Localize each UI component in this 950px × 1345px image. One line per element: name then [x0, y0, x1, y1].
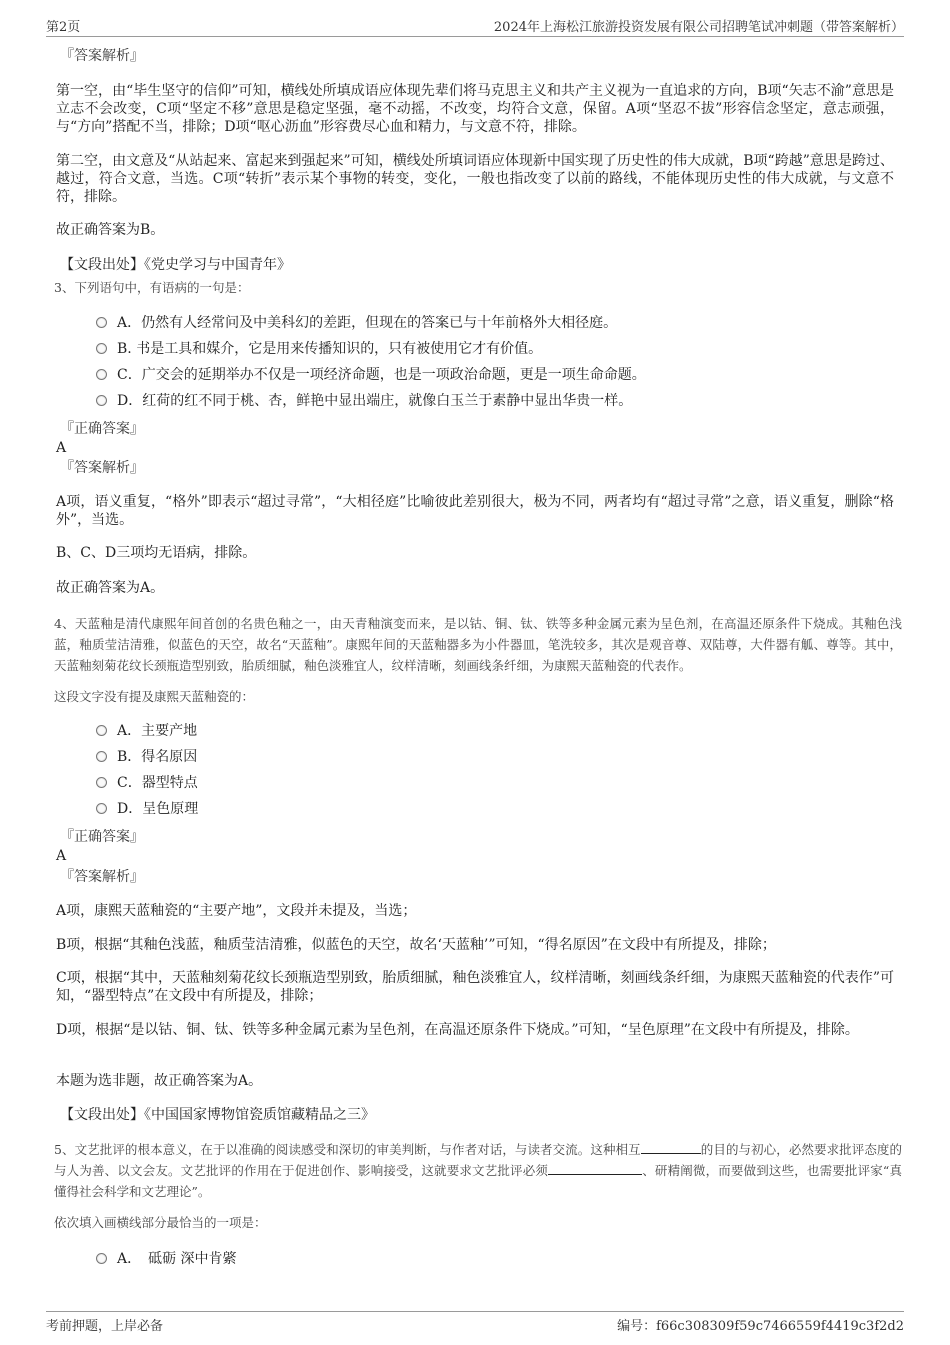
radio-icon[interactable] [96, 369, 107, 380]
fill-blank-1[interactable] [641, 1141, 701, 1154]
fill-blank-2[interactable] [548, 1162, 642, 1175]
q4-option-c[interactable]: C．器型特点 [96, 774, 198, 792]
q3-analysis-para1: A项，语义重复，“格外”即表示“超过寻常”，“大相径庭”比喻彼此差别很大，极为不同，两者均有“超过寻常”之意，语义重复，删除“格外”，当选。 [56, 494, 894, 528]
q5-question: 依次填入画横线部分最恰当的一项是： [54, 1215, 267, 1230]
q3-answer: A [56, 440, 67, 456]
page-number: 第2页 [46, 20, 81, 35]
q4-source: 【文段出处】《中国国家博物馆瓷质馆藏精品之三》 [60, 1107, 375, 1123]
q4-option-a[interactable]: A．主要产地 [96, 722, 197, 740]
radio-icon[interactable] [96, 1253, 107, 1264]
q3-stem: 3、下列语句中，有语病的一句是： [54, 280, 250, 295]
q3-analysis-para2: B、C、D三项均无语病，排除。 [56, 545, 257, 561]
radio-icon[interactable] [96, 751, 107, 762]
radio-icon[interactable] [96, 317, 107, 328]
q4-stem: 4、天蓝釉是清代康熙年间首创的名贵色釉之一，由天青釉演变而来，是以钴、铜、钛、铁等多种金属元素为呈色剂，在高温还原条件下烧成。其釉色浅蓝，釉质莹洁清雅，似蓝色的天空，故名“天蓝釉”。康熙年间的天蓝釉器多为小件器皿，笔洗较多，其次是观音尊、双陆尊，大件器有觚、尊等。其中，天蓝釉刻菊花纹长颈瓶造型别致，胎质细腻，釉色淡雅宜人，纹样清晰，刻画线条纤细，为康熙天蓝釉瓷的代表作。 [54, 616, 902, 673]
q3-option-d[interactable]: D．红荷的红不同于桃、杏，鲜艳中显出端庄，就像白玉兰于素静中显出华贵一样。 [96, 392, 632, 410]
radio-icon[interactable] [96, 395, 107, 406]
q2-analysis-para2: 第二空，由文意及“从站起来、富起来到强起来”可知，横线处所填词语应体现新中国实现了历史性的伟大成就，B项“跨越”意思是跨过、越过，符合文意，当选。C项“转折”表示某个事物的转变，变化，一般也指改变了以前的路线，不能体现历史性的伟大成就，与文意不符，排除。 [56, 153, 894, 205]
q4-analysis-b: B项，根据“其釉色浅蓝，釉质莹洁清雅，似蓝色的天空，故名‘天蓝釉’”可知，“得名原因”在文段中有所提及，排除； [56, 937, 776, 953]
radio-icon[interactable] [96, 343, 107, 354]
q4-answer: A [56, 848, 67, 864]
q5-option-a[interactable]: A． 砥砺 深中肯綮 [96, 1250, 237, 1268]
q4-option-b[interactable]: B．得名原因 [96, 748, 197, 766]
page-header [46, 14, 904, 37]
q2-conclusion: 故正确答案为B。 [56, 222, 165, 238]
q4-option-d[interactable]: D．呈色原理 [96, 800, 198, 818]
q2-source: 【文段出处】《党史学习与中国青年》 [60, 257, 291, 273]
radio-icon[interactable] [96, 725, 107, 736]
page-footer [46, 1311, 904, 1334]
q4-answer-label: 『正确答案』 [60, 829, 144, 845]
q3-option-b[interactable]: B. 书是工具和媒介，它是用来传播知识的，只有被使用它才有价值。 [96, 340, 542, 358]
q4-analysis-c: C项，根据“其中，天蓝釉刻菊花纹长颈瓶造型别致，胎质细腻，釉色淡雅宜人，纹样清晰，刻画线条纤细，为康熙天蓝釉瓷的代表作”可知，“器型特点”在文段中有所提及，排除； [56, 970, 894, 1004]
q3-answer-label: 『正确答案』 [60, 421, 144, 437]
q3-option-a[interactable]: A．仍然有人经常问及中美科幻的差距，但现在的答案已与十年前格外大相径庭。 [96, 314, 617, 332]
q4-question: 这段文字没有提及康熙天蓝釉瓷的： [54, 689, 255, 704]
document-title: 2024年上海松江旅游投资发展有限公司招聘笔试冲刺题（带答案解析） [493, 20, 904, 35]
radio-icon[interactable] [96, 803, 107, 814]
q2-analysis-para1: 第一空，由“毕生坚守的信仰”可知，横线处所填成语应体现先辈们将马克思主义和共产主义视为一直追求的方向，B项“矢志不渝”意思是立志不会改变，C项“坚定不移”意思是稳定坚强，毫不动摇，不改变，均符合文意，保留。A项“坚忍不拔”形容信念坚定，意志顽强，与“方向”搭配不当，排除；D项“呕心沥血”形容费尽心血和精力，与文意不符，排除。 [56, 83, 894, 135]
q4-conclusion: 本题为选非题，故正确答案为A。 [56, 1073, 263, 1089]
radio-icon[interactable] [96, 777, 107, 788]
q2-analysis-label: 『答案解析』 [60, 48, 144, 64]
q3-option-c[interactable]: C．广交会的延期举办不仅是一项经济命题，也是一项政治命题，更是一项生命命题。 [96, 366, 646, 384]
q4-analysis-a: A项，康熙天蓝釉瓷的“主要产地”，文段并未提及，当选； [56, 903, 417, 919]
q3-conclusion: 故正确答案为A。 [56, 580, 165, 596]
q4-analysis-d: D项，根据“是以钴、铜、钛、铁等多种金属元素为呈色剂，在高温还原条件下烧成。”可知，“呈色原理”在文段中有所提及，排除。 [56, 1022, 859, 1038]
q5-stem: 5、文艺批评的根本意义，在于以准确的阅读感受和深切的审美判断，与作者对话，与读者交流。这种相互 的目的与初心，必然要求批评态度的与人为善、以文会友。文艺批评的作用在于促进创作、影响接受，这就要求文艺批评必须 、研精阐微，而要做到这些，也需要批评家“真懂得社会科学和文艺理论”。 [54, 1142, 902, 1199]
footer-note: 考前押题，上岸必备 [46, 1319, 164, 1334]
q3-analysis-label: 『答案解析』 [60, 460, 144, 476]
q4-analysis-label: 『答案解析』 [60, 869, 144, 885]
document-code: 编号：f66c308309f59c7466559f4419c3f2d2 [617, 1319, 904, 1334]
